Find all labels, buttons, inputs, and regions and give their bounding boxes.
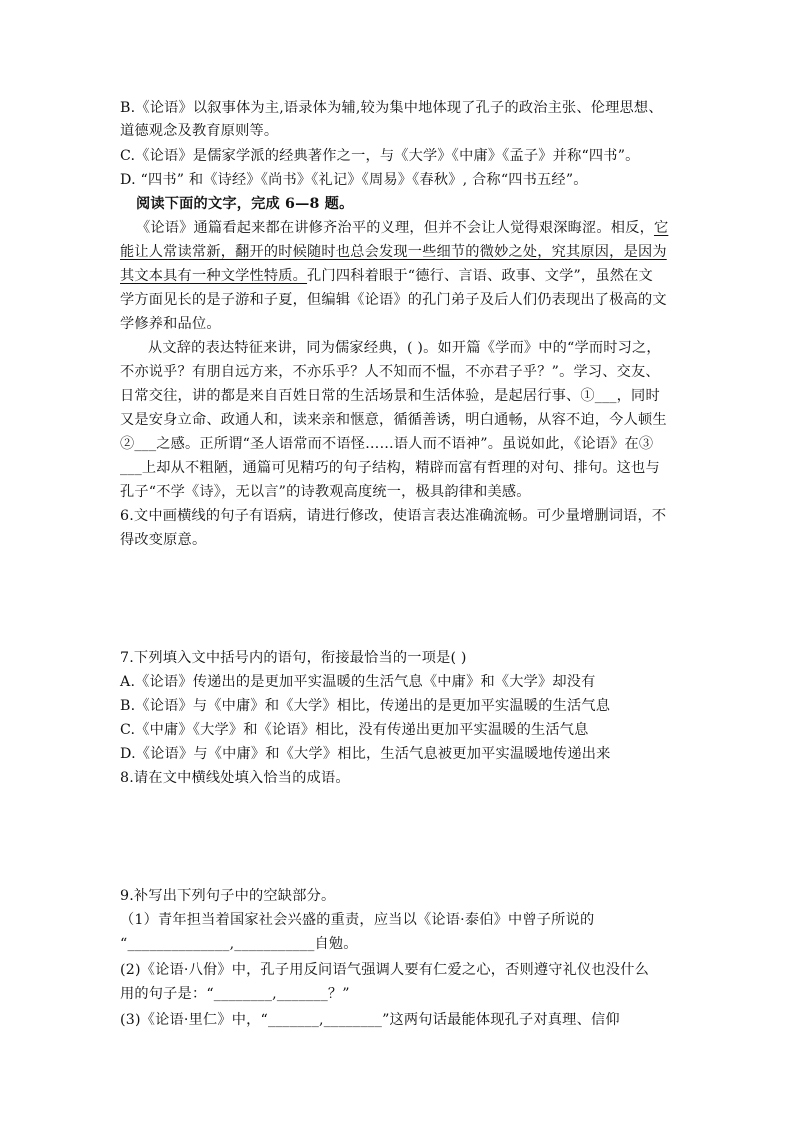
- question-9-part-2-line-2: 用的句子是：“________,_______？”: [120, 986, 350, 1002]
- question-9-part-2-line-1: (2)《论语·八佾》中，孔子用反问语气强调人要有仁爱之心，否则遵守礼仪也没什么: [120, 962, 649, 978]
- para2-line-4: 又是安身立命、政通人和，读来亲和惬意，循循善诱，明白通畅，从容不迫，今人顿生: [120, 412, 667, 428]
- option-c-line: C.《论语》是儒家学派的经典著作之一，与《大学》《中庸》《孟子》并称“四书”。: [120, 148, 640, 164]
- question-6-line-1: 6.文中画横线的句子有语病，请进行修改，使语言表达准确流畅。可少量增删词语，不: [120, 508, 667, 524]
- underlined-sentence-middle: 能让人常读常新，翻开的时候随时也总会发现一些细节的微妙之处，究其原因，是因为: [120, 244, 667, 260]
- para2-line-5: ②___之感。正所谓“圣人语常而不语怪……语人而不语神”。虽说如此，《论语》在③: [120, 436, 654, 452]
- option-b-line-1: B.《论语》以叙事体为主,语录体为辅,较为集中地体现了孔子的政治主张、伦理思想、: [120, 100, 663, 116]
- para2-line-7: 孔子“不学《诗》，无以言”的诗教观高度统一，极具韵律和美感。: [120, 484, 531, 500]
- para1-line-3: [120, 266, 680, 286]
- para2-line-3: 日常交往，讲的都是来自百姓日常的生活场景和生活体验，是起居行事、①___，同时: [120, 388, 660, 404]
- para2-line-6: ___上却从不粗陋，通篇可见精巧的句子结构，精辟而富有哲理的对句、排句。这也与: [120, 460, 660, 476]
- underlined-sentence-end: 其文本具有一种文学性特质。: [120, 268, 308, 284]
- para1-line-3-text: 孔门四科着眼于“德行、言语、政事、文学”，虽然在文: [307, 268, 653, 284]
- para1-line-1-text: 《论语》通篇看起来都在讲修齐治平的义理，但并不会让人觉得艰深晦涩。相反，: [136, 220, 654, 236]
- option-b-line-2: 道德观念及教育原则等。: [120, 123, 279, 139]
- question-7-option-d: D.《论语》与《中庸》和《大学》相比，生活气息被更加平实温暖地传递出来: [120, 746, 611, 762]
- option-d-line: D. “四书” 和《诗经》《尚书》《礼记》《周易》《春秋》, 合称“四书五经”。: [120, 172, 588, 188]
- question-7-option-c: C.《中庸》《大学》和《论语》相比，没有传递出更加平实温暖的生活气息: [120, 722, 589, 738]
- question-9-stem: 9.补写出下列句子中的空缺部分。: [120, 888, 336, 904]
- para1-line-1: [136, 218, 696, 238]
- question-9-part-1-line-1: （1）青年担当着国家社会兴盛的重责，应当以《论语·泰伯》中曾子所说的: [120, 912, 595, 928]
- question-9-part-3-line-1: (3)《论语·里仁》中，“_______,________”这两句话最能体现孔子对真理、信仰: [120, 1012, 620, 1028]
- question-9-part-1-line-2: “______________,___________自勉。: [120, 936, 358, 952]
- question-7-option-b: B.《论语》与《中庸》和《大学》相比，传递出的是更加平实温暖的生活气息: [120, 698, 611, 714]
- reading-heading: 阅读下面的文字，完成 6—8 题。: [136, 196, 354, 212]
- underlined-sentence-start: 它: [653, 220, 669, 236]
- para2-line-2: 不亦说乎？有朋自远方来，不亦乐乎？人不知而不愠，不亦君子乎？”。学习、交友、: [120, 364, 660, 380]
- para1-line-4: 学方面见长的是子游和子夏，但编辑《论语》的孔门弟子及后人们仍表现出了极高的文: [120, 292, 667, 308]
- para2-line-1: 从文辞的表达特征来讲，同为儒家经典，( )。如开篇《学而》中的“学而时习之，: [148, 340, 661, 356]
- question-7-stem: 7.下列填入文中括号内的语句，衔接最恰当的一项是( ): [120, 650, 467, 666]
- question-8: 8.请在文中横线处填入恰当的成语。: [120, 770, 350, 786]
- question-6-line-2: 得改变原意。: [120, 532, 207, 548]
- question-7-option-a: A.《论语》传递出的是更加平实温暖的生活气息《中庸》和《大学》却没有: [120, 674, 596, 690]
- para1-line-5: 学修养和品位。: [120, 316, 221, 332]
